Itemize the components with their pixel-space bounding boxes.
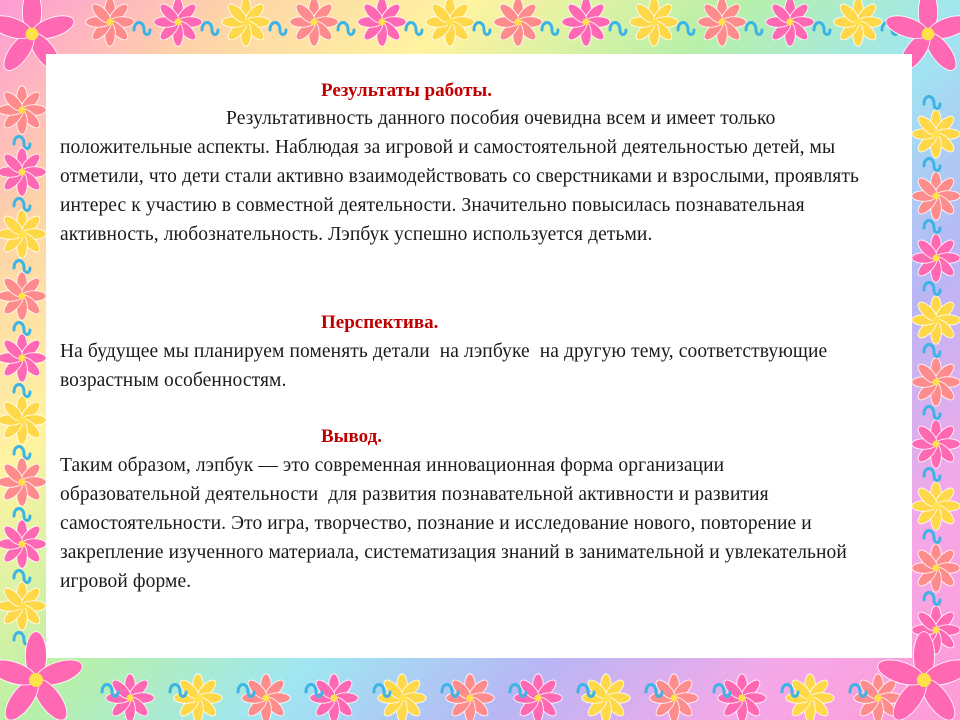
border-swirl-icon bbox=[924, 407, 940, 419]
border-flower-icon bbox=[0, 272, 46, 320]
border-flower-icon bbox=[0, 520, 46, 568]
border-swirl-icon bbox=[924, 283, 940, 295]
border-swirl-icon bbox=[14, 323, 30, 335]
results-text: Результативность данного пособия очевидна всем и имеет только положительные аспекты. Наблюдая за игровой и самостоятельной деятельностью детей, мы отметили, что дети стали активно взаимодействовать со сверстниками и взрослыми, проявлять интерес к участию в совместной деятельности. Значительно повысилась познавательная активность, любознательность. Лэпбук успешно используется детьми. bbox=[60, 108, 859, 245]
border-swirl-icon bbox=[14, 385, 30, 397]
border-flower-icon bbox=[912, 482, 960, 530]
border-swirl-icon bbox=[14, 571, 30, 583]
border-flower-icon bbox=[358, 0, 406, 46]
border-flower-icon bbox=[630, 0, 678, 46]
border-flower-icon bbox=[290, 0, 338, 46]
border-swirl-icon bbox=[610, 23, 626, 35]
results-paragraph bbox=[60, 104, 860, 249]
border-flower-icon bbox=[562, 0, 610, 46]
border-swirl-icon bbox=[924, 469, 940, 481]
border-swirl-icon bbox=[924, 159, 940, 171]
border-swirl-icon bbox=[746, 23, 762, 35]
border-flower-icon bbox=[0, 148, 46, 196]
border-swirl-icon bbox=[924, 593, 940, 605]
border-flower-icon bbox=[698, 0, 746, 46]
border-swirl-icon bbox=[14, 447, 30, 459]
border-flower-icon bbox=[912, 110, 960, 158]
border-flower-icon bbox=[0, 582, 46, 630]
border-swirl-icon bbox=[474, 23, 490, 35]
border-flower-icon bbox=[222, 0, 270, 46]
border-flower-icon bbox=[912, 172, 960, 220]
border-flower-icon bbox=[912, 544, 960, 592]
border-swirl-icon bbox=[14, 261, 30, 273]
border-flower-icon bbox=[0, 210, 46, 258]
border-flower-icon bbox=[912, 296, 960, 344]
border-swirl-icon bbox=[924, 97, 940, 109]
border-swirl-icon bbox=[202, 23, 218, 35]
border-swirl-icon bbox=[924, 221, 940, 233]
conclusion-heading: Вывод. bbox=[321, 426, 382, 447]
border-flower-icon bbox=[0, 86, 46, 134]
perspective-paragraph: На будущее мы планируем поменять детали на лэпбуке на другую тему, соответствующие возрастным особенностям. bbox=[60, 341, 833, 391]
results-heading: Результаты работы. bbox=[321, 80, 493, 101]
border-flower-icon bbox=[834, 0, 882, 46]
perspective-heading: Перспектива. bbox=[321, 312, 439, 333]
border-swirl-icon bbox=[338, 23, 354, 35]
border-swirl-icon bbox=[14, 199, 30, 211]
border-flower-icon bbox=[912, 420, 960, 468]
border-swirl-icon bbox=[14, 509, 30, 521]
border-swirl-icon bbox=[542, 23, 558, 35]
border-swirl-icon bbox=[14, 137, 30, 149]
conclusion-paragraph: Таким образом, лэпбук — это современная инновационная форма организации образовательной деятельности для развития познавательной активности и развития самостоятельности. Это игра, творчество, познание и исследование нового, повторение и закрепление изученного материала, систематизация знаний в занимательной и увлекательной игровой форме. bbox=[60, 455, 852, 592]
border-swirl-icon bbox=[924, 531, 940, 543]
border-swirl-icon bbox=[814, 23, 830, 35]
border-flower-icon bbox=[0, 334, 46, 382]
border-flower-icon bbox=[912, 358, 960, 406]
border-flower-icon bbox=[0, 458, 46, 506]
border-flower-icon bbox=[494, 0, 542, 46]
border-swirl-icon bbox=[678, 23, 694, 35]
border-flower-icon bbox=[766, 0, 814, 46]
border-swirl-icon bbox=[134, 23, 150, 35]
border-swirl-icon bbox=[924, 345, 940, 357]
border-flower-icon bbox=[86, 0, 134, 46]
border-flower-icon bbox=[912, 234, 960, 282]
border-swirl-icon bbox=[406, 23, 422, 35]
border-flower-icon bbox=[426, 0, 474, 46]
border-flower-icon bbox=[154, 0, 202, 46]
border-flower-icon bbox=[0, 396, 46, 444]
border-swirl-icon bbox=[270, 23, 286, 35]
